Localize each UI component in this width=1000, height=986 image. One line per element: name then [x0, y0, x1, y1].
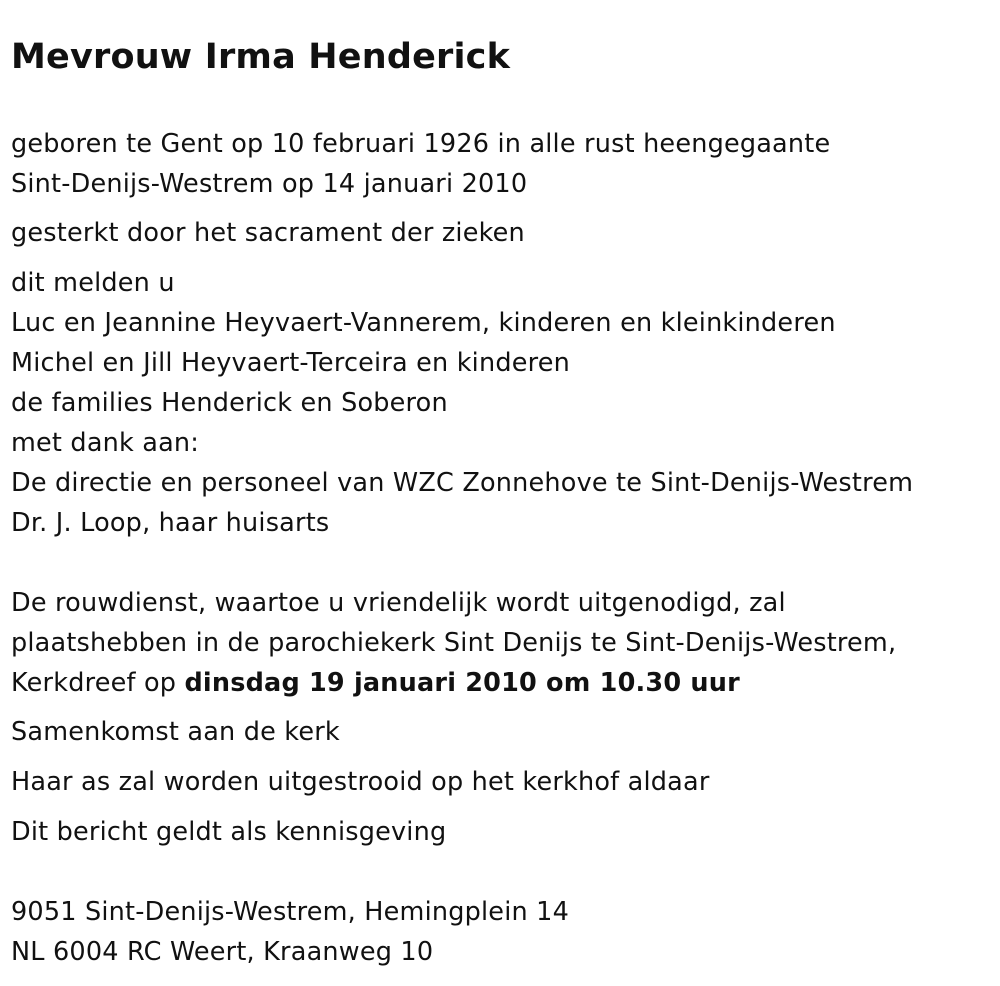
obituary-notice — [11, 0, 991, 986]
thanks-intro: met dank aan: — [11, 428, 200, 458]
deceased-name-title: Mevrouw Irma Henderick — [11, 37, 511, 77]
family-line-1: Luc en Jeannine Heyvaert-Vannerem, kinderen en kleinkinderen — [11, 308, 836, 338]
service-line-3 — [11, 663, 740, 703]
notice-statement-line: Dit bericht geldt als kennisgeving — [11, 817, 447, 847]
sacrament-line: gesterkt door het sacrament der zieken — [11, 218, 525, 248]
announcement-intro: dit melden u — [11, 268, 175, 298]
service-date-time: dinsdag 19 januari 2010 om 10.30 uur — [184, 668, 740, 698]
gathering-line: Samenkomst aan de kerk — [11, 717, 340, 747]
birth-line-1: geboren te Gent op 10 februari 1926 in alle rust heengegaante — [11, 129, 831, 159]
address-line-2: NL 6004 RC Weert, Kraanweg 10 — [11, 937, 434, 967]
ashes-line: Haar as zal worden uitgestrooid op het kerkhof aldaar — [11, 767, 710, 797]
address-line-1: 9051 Sint-Denijs-Westrem, Hemingplein 14 — [11, 897, 569, 927]
birth-line-2: Sint-Denijs-Westrem op 14 januari 2010 — [11, 169, 528, 199]
family-line-3: de families Henderick en Soberon — [11, 388, 448, 418]
family-line-2: Michel en Jill Heyvaert-Terceira en kinderen — [11, 348, 570, 378]
service-line-2: plaatshebben in de parochiekerk Sint Denijs te Sint-Denijs-Westrem, — [11, 628, 897, 658]
thanks-line-2: Dr. J. Loop, haar huisarts — [11, 508, 330, 538]
thanks-line-1: De directie en personeel van WZC Zonnehove te Sint-Denijs-Westrem — [11, 468, 914, 498]
service-location-prefix: Kerkdreef op — [11, 668, 185, 698]
service-line-1: De rouwdienst, waartoe u vriendelijk wordt uitgenodigd, zal — [11, 588, 786, 618]
